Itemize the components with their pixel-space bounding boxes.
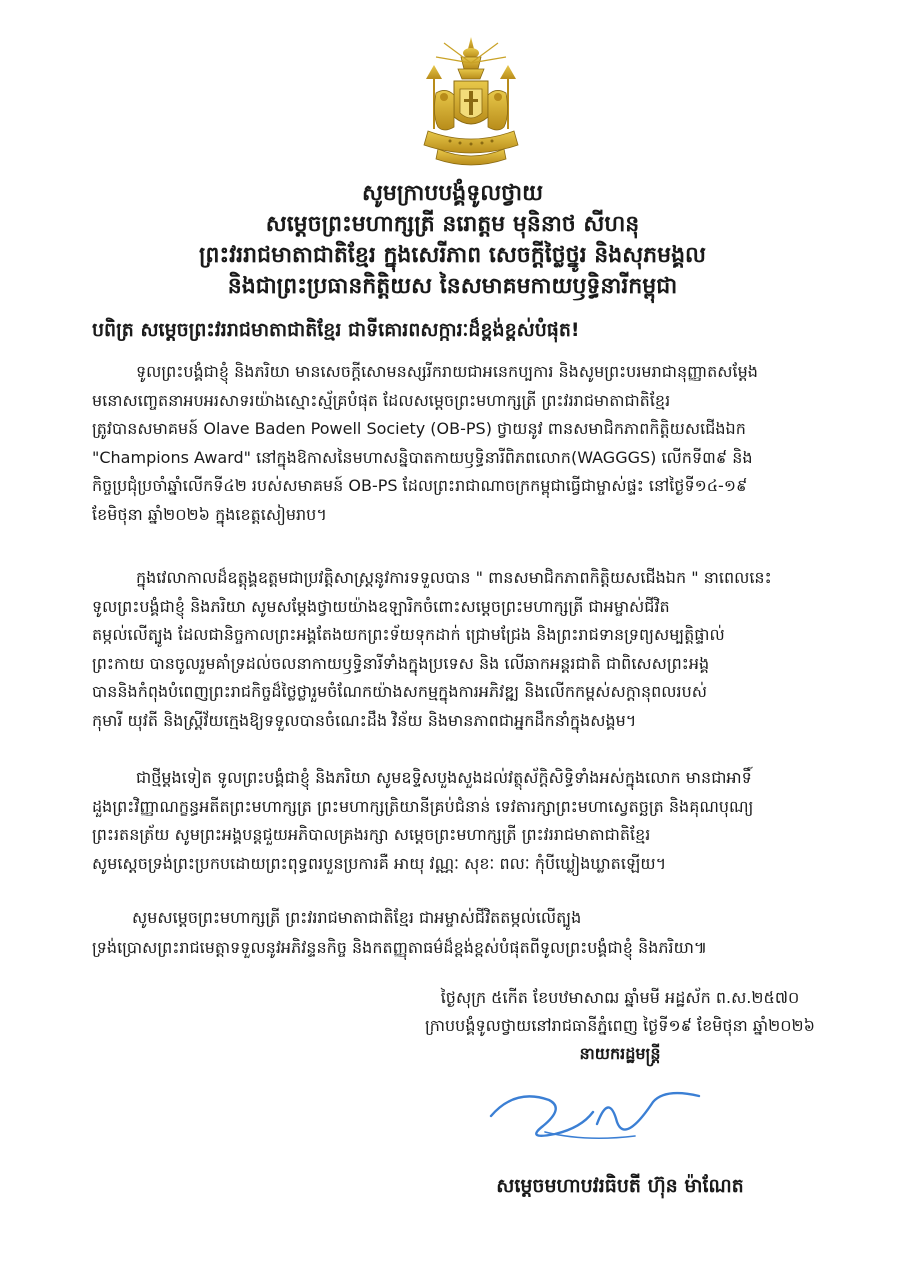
closing-line: ទ្រង់ប្រោសព្រះរាជមេត្តាទទួលនូវអភិវន្ទនកិច្ច និងកតញ្ញុតាធម៌ដ៏ខ្ពង់ខ្ពស់បំផុតពីទូលព្រះបង្គំជាខ្ញុំ និងភរិយា៕	[92, 938, 708, 957]
heading-line: និងជាព្រះប្រធានកិត្តិយស នៃសមាគមកាយឫទ្ធិនារីកម្ពុជា	[227, 274, 678, 299]
heading-line: សម្តេចព្រះមហាក្សត្រី នរោត្តម មុនិនាថ សីហនុ	[265, 212, 640, 237]
paragraph-line: ត្រូវបានសមាគមន៍ Olave Baden Powell Society (OB-PS) ថ្វាយនូវ ពានសមាជិកភាពកិត្តិយសជើងឯក	[92, 419, 746, 438]
lunar-date: ថ្ងៃសុក្រ ៥កើត ខែបឋមាសាឍ ឆ្នាំមមី អដ្ឋស័ក ព.ស.២៥៧០	[440, 988, 800, 1007]
paragraph-line: "Champions Award" នៅក្នុងឱកាសនៃមហាសន្និបាតកាយឫទ្ធិនារីពិភពលោក(WAGGGS) លើកទី៣៩ និង	[92, 447, 753, 467]
paragraph-gratitude	[92, 564, 842, 735]
closing-line: សូមសម្តេចព្រះមហាក្សត្រី ព្រះវររាជមាតាជាតិខ្មែរ ជាអម្ចាស់ជីវិតតម្កល់លើត្បូង	[132, 908, 582, 927]
heading-line: សូមក្រាបបង្គំទូលថ្វាយ	[361, 181, 544, 206]
heading-line: ព្រះវររាជមាតាជាតិខ្មែរ ក្នុងសេរីភាព សេចក្តីថ្លៃថ្នូរ និងសុភមង្គល	[198, 243, 707, 268]
address-heading	[60, 178, 845, 302]
paragraph-line: កិច្ចប្រជុំប្រចាំឆ្នាំលើកទី៤២ របស់សមាគមន៍ OB-PS ដែលព្រះរាជាណាចក្រកម្ពុជាធ្វើជាម្ចាស់ផ្ទះ នៅថ្ងៃទី១៤-១៩	[92, 476, 748, 495]
paragraph-line: ទូលព្រះបង្គំជាខ្ញុំ និងភរិយា មានសេចក្តីសោមនស្សរីករាយជាអនេកប្បការ និងសូមព្រះបរមរាជានុញ្ញាតសម្តែង	[136, 362, 758, 381]
place-date: ក្រាបបង្គំទូលថ្វាយនៅរាជធានីភ្នំពេញ ថ្ងៃទី១៩ ខែមិថុនា ឆ្នាំ២០២៦	[425, 1016, 815, 1035]
signer-name: សម្តេចមហាបវរធិបតី ហ៊ុន ម៉ាណែត	[496, 1175, 744, 1197]
paragraph-line: ទូលព្រះបង្គំជាខ្ញុំ និងភរិយា សូមសម្តែងថ្វាយយ៉ាងឧឡារិកចំពោះសម្តេចព្រះមហាក្សត្រី ជាអម្ចាស់ជីវិត	[92, 596, 670, 616]
paragraph-line: បាននិងកំពុងបំពេញព្រះរាជកិច្ចដ៏ថ្លៃថ្លារួមចំណែកយ៉ាងសកម្មក្នុងការអភិវឌ្ឍ និងលើកកម្ពស់សក្តានុពលរបស់	[92, 682, 708, 701]
paragraph-line: ក្នុងវេលាកាលដ៏ឧត្តុង្គឧត្តមជាប្រវត្តិសាស្ត្រនូវការទទួលបាន " ពានសមាជិកភាពកិត្តិយសជើងឯក " នាពេលនេះ	[136, 568, 772, 587]
date-block	[400, 984, 840, 1068]
paragraph-line: កុមារី យុវតី និងស្ត្រីវ័យក្មេងឱ្យទទួលបានចំណេះដឹង វិន័យ និងមានភាពជាអ្នកដឹកនាំក្នុងសង្គម។	[92, 710, 637, 730]
paragraph-line: មនោសញ្ចេតនាអបអរសាទរយ៉ាងស្មោះស្ម័គ្របំផុត ដែលសម្តេចព្រះមហាក្សត្រី ព្រះវររាជមាតាជាតិខ្មែរ	[92, 390, 671, 410]
paragraph-line: សូមស្តេចទ្រង់ព្រះប្រកបដោយព្រះពុទ្ធពរបួនប្រការគឺ អាយុ វណ្ណៈ សុខៈ ពលៈ កុំបីឃ្លៀងឃ្លាតឡើយ។	[92, 853, 667, 873]
paragraph-line: ជាថ្មីម្តងទៀត ទូលព្រះបង្គំជាខ្ញុំ និងភរិយា សូមឧទ្ទិសបួងសួងដល់វត្ថុស័ក្តិសិទ្ធិទាំងអស់ក្នុងលោក មានជាអាទិ៍	[136, 768, 752, 787]
signer-title: នាយករដ្ឋមន្ត្រី	[579, 1044, 661, 1063]
handwritten-signature-icon	[485, 1082, 715, 1152]
royal-emblem-icon	[414, 35, 528, 171]
salutation: បពិត្រ សម្តេចព្រះវររាជមាតាជាតិខ្មែរ ជាទីគោរពសក្ការៈដ៏ខ្ពង់ខ្ពស់បំផុត!	[92, 319, 580, 341]
paragraph-line: ដួងព្រះវិញ្ញាណក្ខន្ធអតីតព្រះមហាក្សត្រ ព្រះមហាក្សត្រិយានីគ្រប់ជំនាន់ ទេវតារក្សាព្រះមហាស្វេតច្ឆត្រ និងគុណបុណ្យ	[92, 796, 754, 816]
paragraph-line: ព្រះរតនត្រ័យ សូមព្រះអង្គបន្តជួយអភិបាលគ្រងរក្សា សម្តេចព្រះមហាក្សត្រី ព្រះវររាជមាតាជាតិខ្មែរ	[92, 825, 651, 844]
paragraph-blessing	[92, 764, 842, 878]
paragraph-line: តម្កល់លើត្បូង ដែលជានិច្ចកាលព្រះអង្គតែងយកព្រះទ័យទុកដាក់ ជ្រោមជ្រែង និងព្រះរាជទានទ្រព្យសម្បត្តិផ្ទាល់	[92, 625, 725, 644]
paragraph-line: ខែមិថុនា ឆ្នាំ២០២៦ ក្នុងខេត្តសៀមរាប។	[92, 504, 327, 524]
paragraph-congratulation	[92, 358, 842, 529]
paragraph-line: ព្រះកាយ បានចូលរួមគាំទ្រដល់ចលនាកាយឫទ្ធិនារីទាំងក្នុងប្រទេស និង លើឆាកអន្តរជាតិ ជាពិសេសព្រះអង្គ	[92, 653, 710, 673]
